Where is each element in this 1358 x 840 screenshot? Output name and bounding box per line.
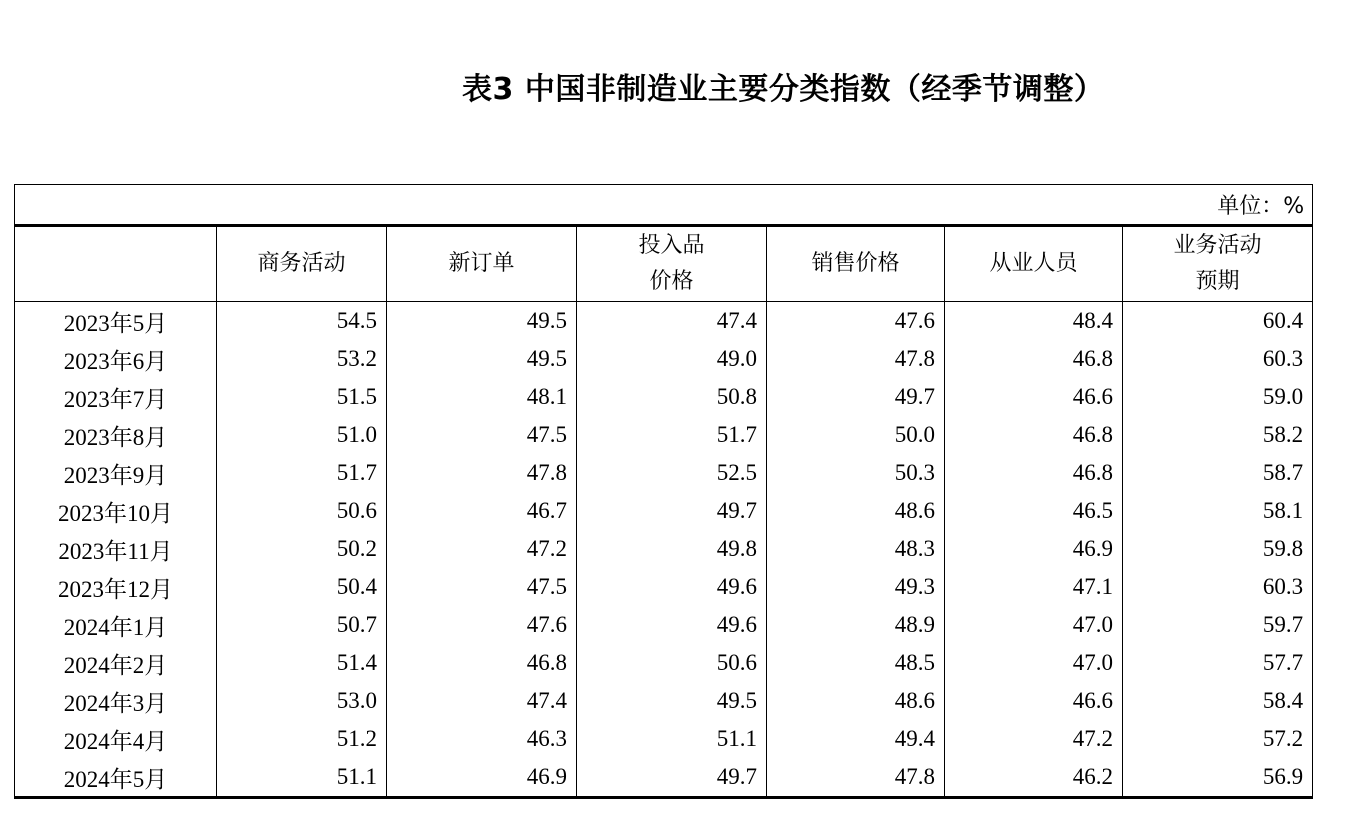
table-row — [15, 302, 1313, 341]
table-cell: 49.5 — [387, 340, 577, 378]
row-month-label: 2024年2月 — [15, 644, 217, 682]
table-cell: 49.7 — [577, 758, 767, 798]
table-row — [15, 644, 1313, 682]
table-cell: 47.2 — [945, 720, 1123, 758]
row-month-label: 2023年6月 — [15, 340, 217, 378]
unit-row — [15, 185, 1313, 226]
table-cell: 46.6 — [945, 682, 1123, 720]
table-cell: 46.8 — [945, 416, 1123, 454]
table-cell: 46.8 — [945, 340, 1123, 378]
table-cell: 46.6 — [945, 378, 1123, 416]
table-cell: 48.9 — [767, 606, 945, 644]
table-cell: 54.5 — [217, 302, 387, 341]
table-cell: 60.3 — [1123, 340, 1313, 378]
table-cell: 46.9 — [945, 530, 1123, 568]
table-cell: 47.5 — [387, 568, 577, 606]
page-title: 表3 中国非制造业主要分类指数（经季节调整） — [462, 72, 1105, 107]
table-cell: 50.0 — [767, 416, 945, 454]
table-cell: 47.6 — [387, 606, 577, 644]
table-cell: 49.4 — [767, 720, 945, 758]
table-cell: 51.1 — [577, 720, 767, 758]
table-cell: 50.8 — [577, 378, 767, 416]
table-row — [15, 492, 1313, 530]
header-label-line2: 预期 — [1195, 269, 1240, 294]
row-month-label: 2024年1月 — [15, 606, 217, 644]
header-cell-employment — [945, 226, 1123, 302]
table-cell: 49.3 — [767, 568, 945, 606]
row-month-label: 2024年3月 — [15, 682, 217, 720]
row-month-label: 2024年5月 — [15, 758, 217, 798]
table-cell: 48.4 — [945, 302, 1123, 341]
header-cell-sales-price — [767, 226, 945, 302]
row-month-label: 2023年7月 — [15, 378, 217, 416]
index-table — [14, 184, 1313, 799]
table-row — [15, 378, 1313, 416]
table-cell: 59.0 — [1123, 378, 1313, 416]
table-cell: 48.3 — [767, 530, 945, 568]
table-cell: 47.2 — [387, 530, 577, 568]
table-cell: 50.6 — [577, 644, 767, 682]
table-cell: 51.0 — [217, 416, 387, 454]
table-cell: 58.7 — [1123, 454, 1313, 492]
table-cell: 47.5 — [387, 416, 577, 454]
table-row — [15, 340, 1313, 378]
table-row — [15, 758, 1313, 798]
table-cell: 51.2 — [217, 720, 387, 758]
table-row — [15, 454, 1313, 492]
table-cell: 51.7 — [217, 454, 387, 492]
table-cell: 47.1 — [945, 568, 1123, 606]
unit-label: 单位：% — [15, 185, 1313, 226]
table-cell: 57.2 — [1123, 720, 1313, 758]
table-cell: 50.6 — [217, 492, 387, 530]
table-cell: 58.2 — [1123, 416, 1313, 454]
table-cell: 48.6 — [767, 492, 945, 530]
table-cell: 49.5 — [387, 302, 577, 341]
table-row — [15, 606, 1313, 644]
table-cell: 60.3 — [1123, 568, 1313, 606]
header-cell-month — [15, 226, 217, 302]
table-cell: 56.9 — [1123, 758, 1313, 798]
table-cell: 47.6 — [767, 302, 945, 341]
table-cell: 51.4 — [217, 644, 387, 682]
table-cell: 47.4 — [577, 302, 767, 341]
table-cell: 49.6 — [577, 606, 767, 644]
header-cell-business-expectation — [1123, 226, 1313, 302]
row-month-label: 2023年12月 — [15, 568, 217, 606]
table-cell: 46.2 — [945, 758, 1123, 798]
row-month-label: 2023年9月 — [15, 454, 217, 492]
table-cell: 48.6 — [767, 682, 945, 720]
header-label: 投入品 — [638, 233, 705, 258]
table-cell: 46.9 — [387, 758, 577, 798]
table-cell: 46.3 — [387, 720, 577, 758]
table-cell: 46.8 — [387, 644, 577, 682]
table-row — [15, 720, 1313, 758]
table-cell: 46.5 — [945, 492, 1123, 530]
table-cell: 50.7 — [217, 606, 387, 644]
table-row — [15, 416, 1313, 454]
table-cell: 49.8 — [577, 530, 767, 568]
table-cell: 47.0 — [945, 644, 1123, 682]
table-cell: 48.1 — [387, 378, 577, 416]
row-month-label: 2024年4月 — [15, 720, 217, 758]
table-cell: 51.1 — [217, 758, 387, 798]
table-cell: 51.5 — [217, 378, 387, 416]
table-cell: 58.4 — [1123, 682, 1313, 720]
table-cell: 50.3 — [767, 454, 945, 492]
row-month-label: 2023年11月 — [15, 530, 217, 568]
table-cell: 47.0 — [945, 606, 1123, 644]
table-cell: 49.0 — [577, 340, 767, 378]
table-cell: 46.7 — [387, 492, 577, 530]
header-cell-business-activity — [217, 226, 387, 302]
header-label: 销售价格 — [811, 251, 900, 276]
table-row — [15, 568, 1313, 606]
table-cell: 53.0 — [217, 682, 387, 720]
index-table-container — [14, 184, 1312, 799]
table-cell: 51.7 — [577, 416, 767, 454]
table-cell: 49.7 — [577, 492, 767, 530]
table-cell: 53.2 — [217, 340, 387, 378]
table-cell: 46.8 — [945, 454, 1123, 492]
row-month-label: 2023年10月 — [15, 492, 217, 530]
table-cell: 58.1 — [1123, 492, 1313, 530]
row-month-label: 2023年5月 — [15, 302, 217, 341]
table-row — [15, 682, 1313, 720]
table-cell: 48.5 — [767, 644, 945, 682]
table-cell: 47.8 — [767, 758, 945, 798]
table-row — [15, 530, 1313, 568]
header-label: 新订单 — [448, 251, 515, 276]
table-cell: 49.6 — [577, 568, 767, 606]
table-cell: 47.8 — [387, 454, 577, 492]
header-label: 商务活动 — [257, 251, 346, 276]
table-cell: 59.7 — [1123, 606, 1313, 644]
table-cell: 50.2 — [217, 530, 387, 568]
table-cell: 59.8 — [1123, 530, 1313, 568]
table-cell: 47.4 — [387, 682, 577, 720]
table-cell: 57.7 — [1123, 644, 1313, 682]
table-cell: 60.4 — [1123, 302, 1313, 341]
header-row — [15, 226, 1313, 302]
header-cell-new-orders — [387, 226, 577, 302]
header-label: 业务活动 — [1173, 233, 1262, 258]
header-cell-input-price — [577, 226, 767, 302]
table-cell: 47.8 — [767, 340, 945, 378]
table-cell: 49.5 — [577, 682, 767, 720]
table-cell: 52.5 — [577, 454, 767, 492]
table-cell: 49.7 — [767, 378, 945, 416]
table-cell: 50.4 — [217, 568, 387, 606]
row-month-label: 2023年8月 — [15, 416, 217, 454]
header-label-line2: 价格 — [649, 269, 694, 294]
header-label: 从业人员 — [989, 251, 1078, 276]
